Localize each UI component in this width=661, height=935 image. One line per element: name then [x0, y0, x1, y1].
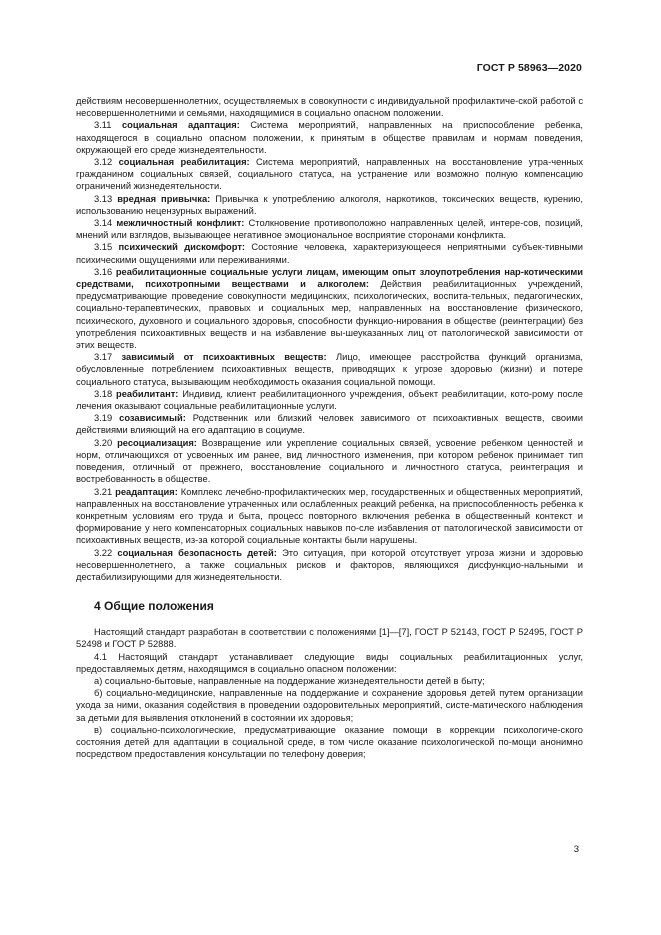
term-3-20: 3.20 ресоциализация: Возвращение или укрепление социальных связей, усвоение ребенком ценностей и норм, отличающихся от усвоенных им ранее, вид личностного изменения, при котором ребенок принимает тип поведения, отличный от прежнего, восстановление социального и личностного статуса, реинтеграция и востребованность в обществе. — [76, 437, 583, 485]
term-3-16: 3.16 реабилитационные социальные услуги лицам, имеющим опыт злоупотребления нар-котическими средствами, психотропными веществами и алкоголем: Действия реабилитационных учреждений, предусматривающие проведение совокупности медицинских, психологических, воспита-тельных, педагогических, социально-терапевтических, правовых и социальных мер, направленных на восстановление физического, психического, духовного и социального здоровья, способности функцио-нирования в обществе (реинтеграции) без употребления психоактивных веществ и на избавление вы-шеуказанных лиц от патологической зависимости от этих веществ. — [76, 266, 583, 351]
term-title: реабилитационные социальные услуги лицам, имеющим опыт злоупотребления нар-котическими средствами, психотропными веществами и алкоголем: — [76, 266, 583, 290]
standard-header: ГОСТ Р 58963—2020 — [476, 62, 582, 74]
paragraph-continuation: действиям несовершеннолетних, осуществляемых в совокупности с индивидуальной профилактиче-ской работой с несовершеннолетними и семьями, находящимися в социально опасном положении. — [76, 96, 583, 119]
term-3-15: 3.15 психический дискомфорт: Состояние человека, характеризующееся неприятными субъек-тивными психическими ощущениями или переживаниями. — [76, 242, 583, 265]
term-title: социальная адаптация: — [121, 120, 240, 131]
term-title: реадаптация: — [115, 486, 178, 497]
term-title: созависимый: — [119, 413, 186, 424]
term-title: ресоциализация: — [117, 437, 197, 448]
document-body — [76, 95, 583, 760]
term-3-13: 3.13 вредная привычка: Привычка к употреблению алкоголя, наркотиков, токсических веществ, курению, использованию нецензурных выражений. — [76, 193, 583, 216]
term-3-21: 3.21 реадаптация: Комплекс лечебно-профилактических мер, государственных и общественных мероприятий, направленных на восстановление утраченных или ослабленных реакций ребенка, на приспособленность ребенка к конкретным условиям его труда и быта, процесс повторного включения ребенка в общественный контекст и формирование у него компенсаторных социальных навыков по-сле избавления от патологической зависимости от психоактивных веществ, из-за которой социальные контакты были нарушены. — [76, 486, 583, 546]
term-title: социальная реабилитация: — [118, 157, 250, 168]
term-3-11: 3.11 социальная адаптация: Система мероприятий, направленных на приспособление ребенка, находящегося в социально опасном положении, к принятым в обществе правилам и нормам поведения, окружающей его среде жизнедеятельности. — [76, 120, 583, 155]
page-number: 3 — [573, 844, 579, 855]
term-title: межличностный конфликт: — [116, 218, 245, 229]
section-4-paragraph: Настоящий стандарт разработан в соответствии с положениями [1]—[7], ГОСТ Р 52143, ГОСТ Р 52495, ГОСТ Р 52498 и ГОСТ Р 52888. — [76, 627, 583, 650]
term-title: реабилитант: — [116, 388, 179, 399]
term-3-17: 3.17 зависимый от психоактивных веществ: Лицо, имеющее расстройства функций организма, обусловленные потреблением психоактивных веществ, приводящих к угрозе здоровью (жизни) и потере социального статуса, вызывающим необходимость оказания социальной помощи. — [76, 352, 583, 387]
list-item-b: б) социально-медицинские, направленные на поддержание и сохранение здоровья детей путем организации ухода за ними, оказания содействия в проведении оздоровительных мероприятий, систе-матического наблюдения за детьми для выявления отклонений в состоянии их здоровья; — [76, 688, 583, 723]
term-title: вредная привычка: — [117, 193, 211, 204]
list-item-v: в) социально-психологические, предусматривающие оказание помощи в коррекции психологиче-ского состояния детей для адаптации в социальной среде, в том числе оказание психологической по-мощи анонимно посредством предоставления консультации по телефону доверия; — [76, 724, 583, 760]
term-title: социальная безопасность детей: — [117, 547, 277, 558]
term-3-14: 3.14 межличностный конфликт: Столкновение противоположно направленных целей, интере-сов, позиций, мнений или взглядов, вызывающее негативное эмоциональное восприятие сторонами конфликта. — [76, 218, 583, 241]
term-title: зависимый от психоактивных веществ: — [121, 352, 327, 363]
term-3-12: 3.12 социальная реабилитация: Система мероприятий, направленных на восстановление утра-ченных гражданином социальных связей, социального статуса, на устранение или возможно полную компенсацию ограничений жизнедеятельности. — [76, 157, 584, 192]
term-3-19: 3.19 созависимый: Родственник или близкий человек зависимого от психоактивных веществ, своими действиями влияющий на его адаптацию в социуме. — [76, 413, 583, 436]
section-4-title: 4 Общие положения — [94, 599, 214, 614]
term-title: психический дискомфорт: — [118, 242, 246, 253]
term-3-18: 3.18 реабилитант: Индивид, клиент реабилитационного учреждения, объект реабилитации, кото-рому после лечения оказывают социальные реабилитационные услуги. — [76, 388, 583, 412]
list-item-a: а) социально-бытовые, направленные на поддержание жизнедеятельности детей в быту; — [94, 675, 485, 686]
section-4-paragraph: 4.1 Настоящий стандарт устанавливает следующие виды социальных реабилитационных услуг, предоставляемых детям, находящимся в социально опасном положении: — [76, 651, 583, 674]
term-3-22: 3.22 социальная безопасность детей: Это ситуация, при которой отсутствует угроза жизни и здоровью несовершеннолетнего, а также социальных рисков и факторов, являющихся дисфункцио-нальными и дестабилизирующими для жизнедеятельности. — [76, 547, 583, 582]
